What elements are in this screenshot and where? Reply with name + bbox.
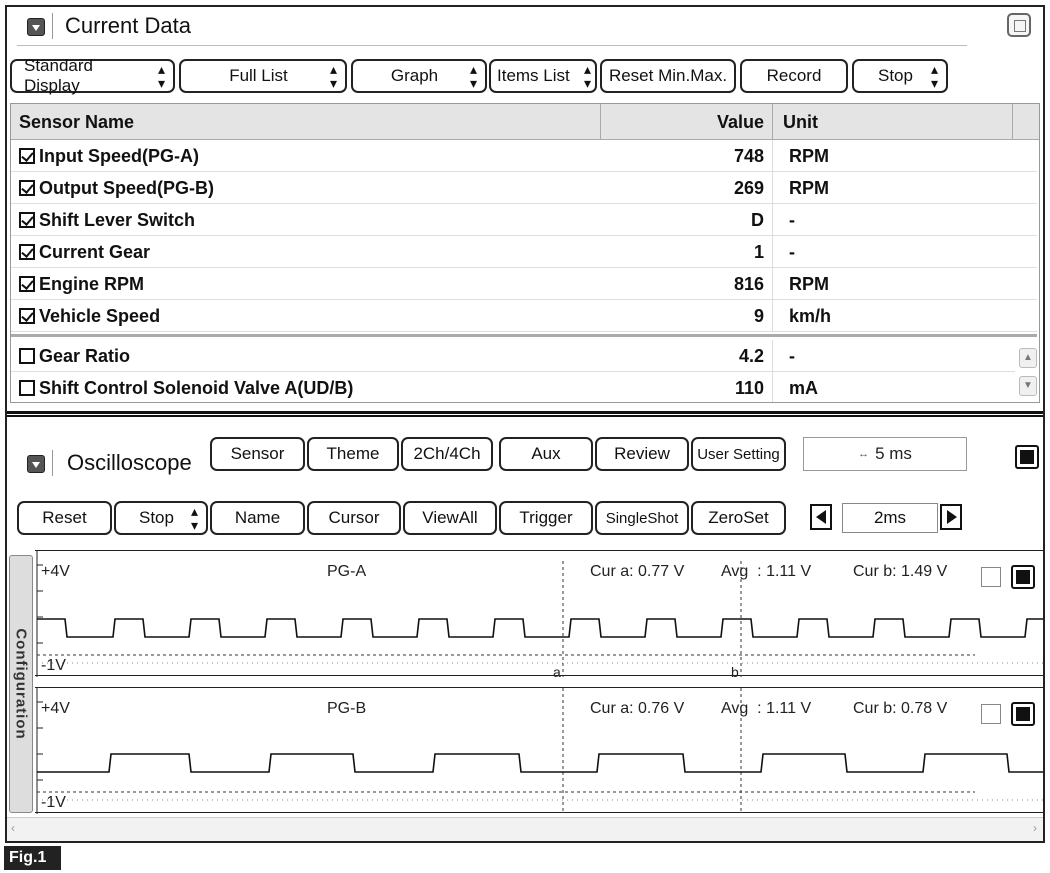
checkbox-unchecked-icon[interactable] bbox=[19, 380, 35, 396]
checkbox-checked-icon[interactable] bbox=[19, 180, 35, 196]
time-decrease-arrow-icon[interactable] bbox=[810, 504, 832, 530]
time-increase-arrow-icon[interactable] bbox=[940, 504, 962, 530]
sensor-name: Output Speed(PG-B) bbox=[39, 178, 214, 198]
time-step-value[interactable]: 2ms bbox=[842, 503, 938, 533]
items-list-label: Items List bbox=[497, 66, 570, 85]
ch1-average: Avg : 1.11 V bbox=[721, 563, 812, 580]
column-header-unit[interactable]: Unit bbox=[773, 104, 1013, 140]
sensor-value: 1 bbox=[603, 236, 773, 268]
sensor-value: 748 bbox=[603, 140, 773, 172]
sensor-name: Shift Lever Switch bbox=[39, 210, 196, 230]
configuration-label: Configuration bbox=[12, 628, 30, 740]
time-division-value: 5 ms bbox=[875, 444, 912, 463]
sensor-unit: - bbox=[789, 242, 795, 262]
maximize-icon[interactable] bbox=[1007, 13, 1031, 37]
sensor-unit: RPM bbox=[789, 274, 829, 294]
sensor-name-cell bbox=[19, 140, 599, 172]
ch1-cursor-a-marker[interactable]: a bbox=[553, 664, 561, 680]
maximize-oscilloscope-icon[interactable] bbox=[1015, 445, 1039, 469]
table-row[interactable] bbox=[11, 204, 1037, 236]
sensor-value: 110 bbox=[603, 372, 773, 403]
spinner-icon: ▴ ▾ bbox=[469, 61, 477, 91]
channel-1-plot[interactable] bbox=[35, 550, 1043, 680]
ch2-expand-icon[interactable] bbox=[1011, 702, 1035, 726]
sensor-value: 816 bbox=[603, 268, 773, 300]
sensor-name: Shift Control Solenoid Valve A(UD/B) bbox=[39, 378, 354, 398]
sensor-name-cell bbox=[19, 340, 599, 372]
checkbox-checked-icon[interactable] bbox=[19, 308, 35, 324]
aux-button[interactable]: Aux bbox=[499, 437, 593, 471]
trigger-button[interactable]: Trigger bbox=[499, 501, 593, 535]
checkbox-unchecked-icon[interactable] bbox=[19, 348, 35, 364]
channel-2-plot[interactable] bbox=[35, 687, 1043, 813]
standard-display-select[interactable] bbox=[10, 56, 175, 95]
sensor-unit: mA bbox=[789, 378, 819, 398]
osc-stop-select[interactable] bbox=[114, 501, 208, 535]
sensor-button[interactable]: Sensor bbox=[210, 437, 305, 471]
collapse-oscilloscope-icon[interactable] bbox=[27, 455, 45, 473]
ch1-top-scale: +4V bbox=[41, 563, 70, 580]
spinner-icon: ▴ ▾ bbox=[930, 61, 938, 91]
checkbox-checked-icon[interactable] bbox=[19, 148, 35, 164]
record-button[interactable]: Record bbox=[740, 59, 848, 93]
sensor-value: 4.2 bbox=[603, 340, 773, 372]
items-list-select[interactable] bbox=[489, 59, 597, 93]
ch2-bottom-scale: -1V bbox=[41, 794, 66, 811]
spinner-icon: ▴ ▾ bbox=[157, 61, 165, 91]
graph-label: Graph bbox=[390, 66, 439, 85]
sensor-unit: RPM bbox=[789, 146, 829, 166]
sensor-name-cell bbox=[19, 372, 599, 403]
sensor-name-cell bbox=[19, 204, 599, 236]
sensor-name: Input Speed(PG-A) bbox=[39, 146, 199, 166]
theme-button[interactable]: Theme bbox=[307, 437, 399, 471]
cursor-button[interactable]: Cursor bbox=[307, 501, 401, 535]
collapse-current-data-icon[interactable] bbox=[27, 18, 45, 36]
checkbox-checked-icon[interactable] bbox=[19, 212, 35, 228]
ch2-visibility-checkbox[interactable] bbox=[981, 704, 1001, 724]
osc-stop-label: Stop bbox=[138, 508, 174, 527]
column-header-value[interactable]: Value bbox=[601, 104, 773, 140]
ch2-signal-name: PG-B bbox=[327, 700, 367, 717]
user-setting-button[interactable]: User Setting bbox=[691, 437, 786, 471]
table-row[interactable] bbox=[11, 140, 1037, 172]
sensor-name: Gear Ratio bbox=[39, 346, 131, 366]
figure-label: Fig.1 bbox=[4, 846, 61, 870]
ch1-expand-icon[interactable] bbox=[1011, 565, 1035, 589]
scroll-down-icon[interactable]: ▼ bbox=[1019, 376, 1037, 396]
column-header-sensor-name[interactable]: Sensor Name bbox=[11, 104, 601, 140]
view-all-button[interactable]: ViewAll bbox=[403, 501, 497, 535]
sensor-unit: - bbox=[789, 210, 795, 230]
sensor-name-cell bbox=[19, 300, 599, 332]
ch1-visibility-checkbox[interactable] bbox=[981, 567, 1001, 587]
checkbox-checked-icon[interactable] bbox=[19, 244, 35, 260]
ch2-cursor-a: Cur a: 0.76 V bbox=[590, 700, 685, 717]
spinner-icon: ▴ ▾ bbox=[329, 61, 337, 91]
name-button[interactable]: Name bbox=[210, 501, 305, 535]
spinner-icon: ▴ ▾ bbox=[190, 503, 198, 533]
review-button[interactable]: Review bbox=[595, 437, 689, 471]
checkbox-checked-icon[interactable] bbox=[19, 276, 35, 292]
sensor-unit: RPM bbox=[789, 178, 829, 198]
ch1-cursor-a: Cur a: 0.77 V bbox=[590, 563, 685, 580]
table-row[interactable] bbox=[11, 372, 1015, 403]
table-row[interactable] bbox=[11, 340, 1015, 372]
horizontal-scrollbar[interactable] bbox=[7, 817, 1043, 841]
ch2-cursor-b: Cur b: 0.78 V bbox=[853, 700, 948, 717]
full-list-label: Full List bbox=[229, 66, 288, 85]
panel-divider[interactable] bbox=[7, 411, 1043, 417]
header-divider bbox=[17, 45, 967, 46]
graph-select[interactable] bbox=[351, 59, 487, 93]
sensor-name-cell bbox=[19, 268, 599, 300]
pg-a-waveform bbox=[37, 619, 1043, 637]
configuration-tab[interactable] bbox=[9, 555, 33, 813]
sensor-value: D bbox=[603, 204, 773, 236]
standard-display-label: Standard Display bbox=[24, 56, 93, 95]
ch1-cursor-b: Cur b: 1.49 V bbox=[853, 563, 948, 580]
table-row[interactable] bbox=[11, 268, 1037, 300]
ch1-signal-name: PG-A bbox=[327, 563, 367, 580]
sensor-name: Current Gear bbox=[39, 242, 151, 262]
zero-set-button[interactable]: ZeroSet bbox=[691, 501, 786, 535]
time-division-display[interactable] bbox=[803, 437, 967, 471]
table-row[interactable] bbox=[11, 300, 1037, 332]
scroll-left-icon[interactable]: ‹ bbox=[11, 821, 15, 835]
current-data-header bbox=[7, 7, 1043, 49]
sensor-name: Vehicle Speed bbox=[39, 306, 161, 326]
ch2-top-scale: +4V bbox=[41, 700, 70, 717]
channels-button[interactable]: 2Ch/4Ch bbox=[401, 437, 493, 471]
selection-separator bbox=[11, 334, 1037, 337]
sensor-unit: km/h bbox=[789, 306, 832, 326]
table-row[interactable] bbox=[11, 172, 1037, 204]
single-shot-button[interactable]: SingleShot bbox=[595, 501, 689, 535]
full-list-select[interactable] bbox=[179, 59, 347, 93]
reset-button[interactable]: Reset bbox=[17, 501, 112, 535]
stop-label: Stop bbox=[877, 66, 913, 85]
oscilloscope-title: Oscilloscope bbox=[52, 450, 192, 476]
scan-tool-window bbox=[5, 5, 1045, 843]
ch1-bottom-scale: -1V bbox=[41, 657, 66, 674]
spinner-icon: ▴ ▾ bbox=[583, 61, 591, 91]
sensor-name: Engine RPM bbox=[39, 274, 145, 294]
sensor-unit: - bbox=[789, 346, 795, 366]
reset-minmax-button[interactable]: Reset Min.Max. bbox=[600, 59, 736, 93]
stop-select[interactable] bbox=[852, 59, 948, 93]
sensor-name-cell bbox=[19, 236, 599, 268]
ch1-cursor-b-marker[interactable]: b bbox=[731, 664, 739, 680]
time-scale-icon: ↔ bbox=[858, 448, 870, 460]
sensor-value: 9 bbox=[603, 300, 773, 332]
sensor-name-cell bbox=[19, 172, 599, 204]
sensor-value: 269 bbox=[603, 172, 773, 204]
scroll-right-icon[interactable]: › bbox=[1033, 821, 1037, 835]
pg-b-waveform bbox=[37, 754, 1043, 772]
ch2-average: Avg : 1.11 V bbox=[721, 700, 812, 717]
sensor-table bbox=[10, 103, 1040, 403]
table-row[interactable] bbox=[11, 236, 1037, 268]
table-header bbox=[11, 104, 1039, 140]
scroll-up-icon[interactable]: ▲ bbox=[1019, 348, 1037, 368]
current-data-title: Current Data bbox=[52, 13, 191, 39]
